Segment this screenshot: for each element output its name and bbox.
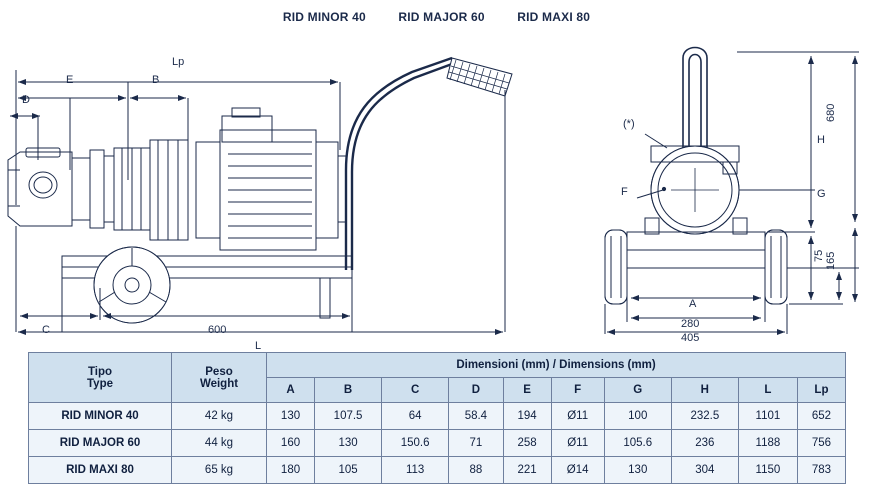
front-view-drawing — [585, 22, 873, 347]
cell-l: 1101 — [738, 403, 797, 430]
dim-label-165: 165 — [825, 251, 837, 270]
cell-e: 194 — [503, 403, 551, 430]
table-row — [29, 430, 846, 457]
cell-g: 105.6 — [604, 430, 671, 457]
cell-e: 258 — [503, 430, 551, 457]
cell-d: 58.4 — [449, 403, 503, 430]
dim-label-f: F — [621, 186, 628, 198]
header-col-g: G — [604, 378, 671, 403]
dim-label-680: 680 — [825, 103, 837, 122]
dim-label-h: H — [817, 134, 825, 146]
cell-l: 1188 — [738, 430, 797, 457]
cell-e: 221 — [503, 457, 551, 484]
header-type: Type — [87, 377, 113, 390]
dimensions-table — [28, 352, 846, 484]
row-weight: 44 kg — [172, 430, 267, 457]
header-col-lp: Lp — [797, 378, 845, 403]
row-name: RID MAJOR 60 — [29, 430, 172, 457]
table-body — [29, 403, 846, 484]
dim-label-l: L — [255, 340, 262, 352]
cell-g: 100 — [604, 403, 671, 430]
cell-h: 232.5 — [671, 403, 738, 430]
title-rid-minor-40: RID MINOR 40 — [282, 10, 366, 24]
cell-c: 150.6 — [382, 430, 449, 457]
title-rid-major-60: RID MAJOR 60 — [398, 10, 485, 24]
cell-a: 180 — [267, 457, 315, 484]
cell-l: 1150 — [738, 457, 797, 484]
cell-d: 71 — [449, 430, 503, 457]
cell-g: 130 — [604, 457, 671, 484]
dim-label-lp: Lp — [172, 56, 185, 68]
dim-label-c: C — [42, 324, 50, 336]
dim-label-g: G — [817, 188, 826, 200]
cell-h: 304 — [671, 457, 738, 484]
cell-f: Ø11 — [551, 430, 604, 457]
header-tipo: Tipo — [87, 365, 113, 378]
header-col-f: F — [551, 378, 604, 403]
dim-label-b: B — [152, 74, 160, 86]
cell-d: 88 — [449, 457, 503, 484]
header-col-e: E — [503, 378, 551, 403]
cell-lp: 756 — [797, 430, 845, 457]
table-row — [29, 457, 846, 484]
dim-label-e: E — [66, 74, 74, 86]
cell-f: Ø11 — [551, 403, 604, 430]
header-peso: Peso — [205, 365, 233, 378]
cell-a: 130 — [267, 403, 315, 430]
dim-label-d: D — [22, 94, 30, 106]
dim-label-280: 280 — [681, 318, 700, 330]
header-col-a: A — [267, 378, 315, 403]
cell-lp: 783 — [797, 457, 845, 484]
table-header-row-1 — [29, 353, 846, 378]
table-head — [29, 353, 846, 403]
table-row — [29, 403, 846, 430]
header-col-c: C — [382, 378, 449, 403]
header-dimensioni: Dimensioni (mm) / Dimensions (mm) — [267, 353, 846, 378]
dim-label-600: 600 — [208, 324, 227, 336]
header-col-b: B — [315, 378, 382, 403]
header-col-l: L — [738, 378, 797, 403]
front-view-svg — [585, 22, 873, 347]
cell-f: Ø14 — [551, 457, 604, 484]
row-name: RID MAXI 80 — [29, 457, 172, 484]
row-weight: 42 kg — [172, 403, 267, 430]
cell-lp: 652 — [797, 403, 845, 430]
title-rid-maxi-80: RID MAXI 80 — [517, 10, 591, 24]
cell-a: 160 — [267, 430, 315, 457]
cell-c: 64 — [382, 403, 449, 430]
dim-label-405: 405 — [681, 332, 700, 344]
cell-b: 130 — [315, 430, 382, 457]
header-col-d: D — [449, 378, 503, 403]
cell-b: 105 — [315, 457, 382, 484]
row-name: RID MINOR 40 — [29, 403, 172, 430]
cell-h: 236 — [671, 430, 738, 457]
dim-label-asterisk: (*) — [623, 118, 635, 130]
cell-b: 107.5 — [315, 403, 382, 430]
dim-label-a: A — [689, 298, 697, 310]
header-weight: Weight — [199, 377, 239, 390]
dim-label-75: 75 — [813, 249, 825, 262]
side-view-drawing — [0, 30, 560, 352]
cell-c: 113 — [382, 457, 449, 484]
header-col-h: H — [671, 378, 738, 403]
row-weight: 65 kg — [172, 457, 267, 484]
side-view-svg — [0, 30, 560, 345]
